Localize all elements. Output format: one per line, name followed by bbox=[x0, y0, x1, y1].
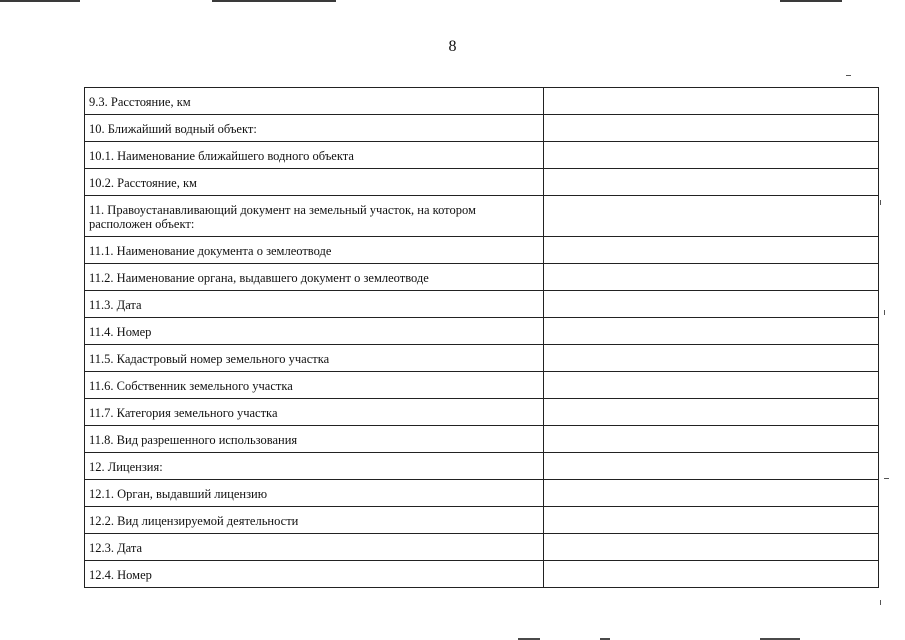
scan-edge-line-right bbox=[780, 0, 842, 2]
row-value-cell bbox=[544, 169, 879, 196]
row-label: 11.1. Наименование документа о землеотводе bbox=[85, 237, 544, 264]
row-label: 12.2. Вид лицензируемой деятельности bbox=[85, 507, 544, 534]
row-value-cell bbox=[544, 291, 879, 318]
table-row bbox=[85, 534, 879, 561]
scan-speck bbox=[884, 310, 885, 315]
table-row bbox=[85, 142, 879, 169]
table-row bbox=[85, 426, 879, 453]
row-label: 11.7. Категория земельного участка bbox=[85, 399, 544, 426]
table-row bbox=[85, 115, 879, 142]
row-label: 11.6. Собственник земельного участка bbox=[85, 372, 544, 399]
row-value-cell bbox=[544, 237, 879, 264]
table-row bbox=[85, 480, 879, 507]
row-value-cell bbox=[544, 264, 879, 291]
row-label: 12.3. Дата bbox=[85, 534, 544, 561]
row-value-cell bbox=[544, 426, 879, 453]
table-row bbox=[85, 372, 879, 399]
table-row bbox=[85, 264, 879, 291]
row-value-cell bbox=[544, 318, 879, 345]
table-row bbox=[85, 345, 879, 372]
table-row bbox=[85, 196, 879, 237]
row-label: 11.3. Дата bbox=[85, 291, 544, 318]
row-label: 12. Лицензия: bbox=[85, 453, 544, 480]
table-row bbox=[85, 507, 879, 534]
row-label: 10. Ближайший водный объект: bbox=[85, 115, 544, 142]
table-row bbox=[85, 169, 879, 196]
scan-speck bbox=[846, 75, 851, 76]
page-number: 8 bbox=[448, 38, 457, 55]
scan-speck bbox=[884, 478, 889, 479]
table-row bbox=[85, 453, 879, 480]
table-row bbox=[85, 318, 879, 345]
row-label: 10.2. Расстояние, км bbox=[85, 169, 544, 196]
row-value-cell bbox=[544, 115, 879, 142]
row-label: 10.1. Наименование ближайшего водного объекта bbox=[85, 142, 544, 169]
row-label: 11.2. Наименование органа, выдавшего документ о землеотводе bbox=[85, 264, 544, 291]
row-value-cell bbox=[544, 399, 879, 426]
scan-edge-line-middle bbox=[212, 0, 336, 2]
row-label: 9.3. Расстояние, км bbox=[85, 88, 544, 115]
row-label: 11.5. Кадастровый номер земельного участка bbox=[85, 345, 544, 372]
row-value-cell bbox=[544, 345, 879, 372]
form-table bbox=[84, 87, 879, 588]
table-row bbox=[85, 237, 879, 264]
row-label: 11.8. Вид разрешенного использования bbox=[85, 426, 544, 453]
row-label: 12.1. Орган, выдавший лицензию bbox=[85, 480, 544, 507]
scan-speck bbox=[880, 200, 881, 205]
row-value-cell bbox=[544, 372, 879, 399]
row-value-cell bbox=[544, 142, 879, 169]
table-row bbox=[85, 291, 879, 318]
row-label: 12.4. Номер bbox=[85, 561, 544, 588]
row-value-cell bbox=[544, 480, 879, 507]
row-value-cell bbox=[544, 453, 879, 480]
scan-speck bbox=[880, 600, 881, 605]
row-label: 11.4. Номер bbox=[85, 318, 544, 345]
row-value-cell bbox=[544, 88, 879, 115]
table-row bbox=[85, 561, 879, 588]
row-value-cell bbox=[544, 507, 879, 534]
table-row bbox=[85, 88, 879, 115]
row-label: 11. Правоустанавливающий документ на земельный участок, на котором расположен объект: bbox=[85, 196, 544, 237]
table-row bbox=[85, 399, 879, 426]
row-value-cell bbox=[544, 196, 879, 237]
row-value-cell bbox=[544, 534, 879, 561]
row-value-cell bbox=[544, 561, 879, 588]
scan-edge-line-left bbox=[0, 0, 80, 2]
